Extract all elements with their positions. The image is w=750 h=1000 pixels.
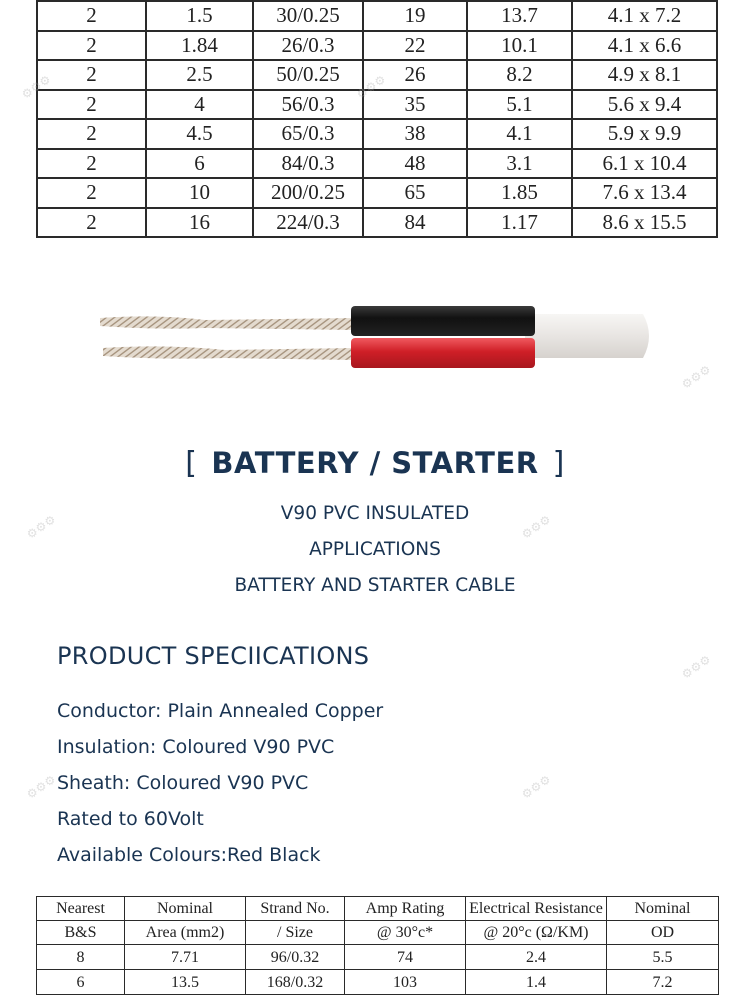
- table-cell: Amp Rating: [345, 897, 466, 921]
- table-cell: 7.6 x 13.4: [572, 178, 717, 208]
- table-cell: 2: [37, 31, 146, 61]
- table-cell: 2: [37, 149, 146, 179]
- table-cell: 8.6 x 15.5: [572, 208, 717, 238]
- watermark: ⚙⚙⚙: [23, 772, 59, 802]
- title-text: BATTERY / STARTER: [211, 446, 539, 480]
- table-row: [37, 945, 719, 970]
- spec-insulation: Insulation: Coloured V90 PVC: [57, 736, 335, 758]
- table-cell: 168/0.32: [246, 970, 345, 995]
- table-cell: / Size: [246, 921, 345, 945]
- table-cell: 5.5: [607, 945, 719, 970]
- table-cell: 1.5: [146, 1, 253, 31]
- table-cell: Nominal: [607, 897, 719, 921]
- table-cell: 2: [37, 119, 146, 149]
- table-cell: 103: [345, 970, 466, 995]
- table-cell: 5.1: [467, 90, 572, 120]
- table-cell: 2: [37, 1, 146, 31]
- table-cell: 50/0.25: [253, 60, 363, 90]
- table-row: [37, 149, 717, 179]
- table-cell: 38: [363, 119, 467, 149]
- table-cell: OD: [607, 921, 719, 945]
- watermark: ⚙⚙⚙: [23, 512, 59, 542]
- table-cell: 6: [146, 149, 253, 179]
- table-cell: 4: [146, 90, 253, 120]
- table-cell: 6: [37, 970, 125, 995]
- table-row: [37, 90, 717, 120]
- table-cell: 2: [37, 90, 146, 120]
- table-cell: 30/0.25: [253, 1, 363, 31]
- table-cell: B&S: [37, 921, 125, 945]
- table-cell: 6.1 x 10.4: [572, 149, 717, 179]
- table-cell: 96/0.32: [246, 945, 345, 970]
- table-row: [37, 970, 719, 995]
- subtitle-3: BATTERY AND STARTER CABLE: [234, 575, 516, 596]
- table-cell: 84/0.3: [253, 149, 363, 179]
- table-row: [37, 208, 717, 238]
- subtitle-2: APPLICATIONS: [309, 539, 441, 560]
- table-cell: 2: [37, 208, 146, 238]
- table-row: [37, 897, 719, 921]
- table-cell: 8: [37, 945, 125, 970]
- spec-sheath: Sheath: Coloured V90 PVC: [57, 772, 309, 794]
- table-row: [37, 1, 717, 31]
- table-cell: 4.9 x 8.1: [572, 60, 717, 90]
- table-cell: 5.6 x 9.4: [572, 90, 717, 120]
- cable-image: [95, 296, 665, 376]
- table-cell: 2.5: [146, 60, 253, 90]
- table-cell: Nominal: [125, 897, 246, 921]
- table-cell: 1.17: [467, 208, 572, 238]
- table-cell: 3.1: [467, 149, 572, 179]
- table-cell: 10.1: [467, 31, 572, 61]
- table-cell: 2: [37, 60, 146, 90]
- specs-heading: PRODUCT SPECIICATIONS: [57, 642, 370, 670]
- table-cell: 65: [363, 178, 467, 208]
- watermark: ⚙⚙⚙: [518, 512, 554, 542]
- spec-conductor: Conductor: Plain Annealed Copper: [57, 700, 384, 722]
- subtitle-1: V90 PVC INSULATED: [280, 503, 470, 524]
- table-cell: 1.4: [466, 970, 607, 995]
- open-bracket: [: [185, 446, 198, 481]
- table-row: [37, 178, 717, 208]
- table-row: [37, 60, 717, 90]
- watermark: ⚙⚙⚙: [18, 72, 54, 102]
- table-cell: 65/0.3: [253, 119, 363, 149]
- close-bracket: ]: [552, 446, 565, 481]
- table-cell: 8.2: [467, 60, 572, 90]
- table-cell: 74: [345, 945, 466, 970]
- watermark: ⚙⚙⚙: [518, 772, 554, 802]
- table-cell: 35: [363, 90, 467, 120]
- table-cell: Strand No.: [246, 897, 345, 921]
- table-cell: 13.5: [125, 970, 246, 995]
- table-cell: 1.85: [467, 178, 572, 208]
- table-cell: 224/0.3: [253, 208, 363, 238]
- watermark: ⚙⚙⚙: [353, 72, 389, 102]
- table-cell: 48: [363, 149, 467, 179]
- top-spec-table: [36, 0, 718, 238]
- table-row: [37, 119, 717, 149]
- table-cell: @ 30°c*: [345, 921, 466, 945]
- table-cell: 4.5: [146, 119, 253, 149]
- table-cell: 5.9 x 9.9: [572, 119, 717, 149]
- table-row: [37, 31, 717, 61]
- table-cell: 4.1 x 7.2: [572, 1, 717, 31]
- table-cell: 22: [363, 31, 467, 61]
- table-cell: Area (mm2): [125, 921, 246, 945]
- table-cell: 4.1 x 6.6: [572, 31, 717, 61]
- table-cell: 84: [363, 208, 467, 238]
- table-cell: 7.2: [607, 970, 719, 995]
- table-cell: 16: [146, 208, 253, 238]
- table-cell: 200/0.25: [253, 178, 363, 208]
- spec-voltage: Rated to 60Volt: [57, 808, 204, 830]
- bottom-spec-table: [36, 896, 719, 995]
- table-cell: 56/0.3: [253, 90, 363, 120]
- table-cell: 1.84: [146, 31, 253, 61]
- table-row: [37, 921, 719, 945]
- table-cell: 2.4: [466, 945, 607, 970]
- watermark: ⚙⚙⚙: [678, 362, 714, 392]
- table-cell: 10: [146, 178, 253, 208]
- table-cell: @ 20°c (Ω/KM): [466, 921, 607, 945]
- table-cell: Nearest: [37, 897, 125, 921]
- spec-colours: Available Colours:Red Black: [57, 844, 321, 866]
- table-cell: Electrical Resistance: [466, 897, 607, 921]
- table-cell: 26/0.3: [253, 31, 363, 61]
- table-cell: 7.71: [125, 945, 246, 970]
- table-cell: 26: [363, 60, 467, 90]
- section-title: [0, 446, 750, 481]
- table-cell: 2: [37, 178, 146, 208]
- table-cell: 4.1: [467, 119, 572, 149]
- table-cell: 13.7: [467, 1, 572, 31]
- watermark: ⚙⚙⚙: [678, 652, 714, 682]
- table-cell: 19: [363, 1, 467, 31]
